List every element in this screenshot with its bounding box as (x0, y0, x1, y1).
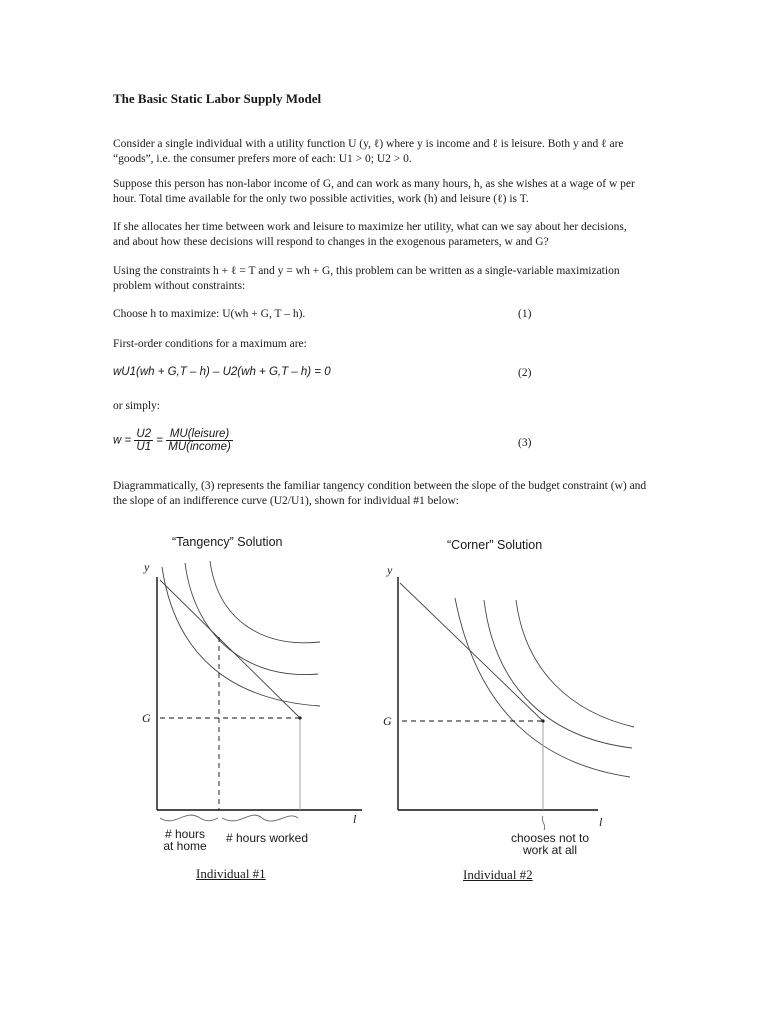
left-brace-worked (222, 815, 298, 821)
left-brace-home (160, 815, 218, 821)
right-y-label: y (387, 563, 393, 577)
right-indifference-curve-1 (455, 598, 630, 777)
corner-note: chooses not to work at all (510, 831, 590, 857)
right-budget-line (400, 583, 543, 721)
left-heading: “Tangency” Solution (172, 535, 283, 549)
paragraph-diagram: Diagrammatically, (3) represents the familiar tangency condition between the slope of the budget constraint (w) and the slope of an indifference curve (U2/U1), shown for individual #1 below: (113, 480, 647, 507)
equation-1: Choose h to maximize: U(wh + G, T – h). (113, 308, 306, 320)
hours-at-home-label: # hours at home (163, 827, 207, 853)
left-indifference-curve-1 (162, 567, 320, 706)
paragraph-constraints: Using the constraints h + ℓ = T and y = wh + G, this problem can be written as a single-variable maximization problem without constraints: (113, 265, 620, 292)
corner-diagram (398, 577, 634, 830)
fraction-mu-income: MU(income) (168, 441, 231, 453)
right-indifference-curve-2 (484, 600, 632, 748)
fraction-mu-leisure: MU(leisure) (166, 428, 233, 441)
document-title: The Basic Static Labor Supply Model (113, 91, 322, 106)
paragraph-simply: or simply: (113, 400, 160, 412)
left-x-label: l (353, 812, 357, 826)
paragraph-foc: First-order conditions for a maximum are: (113, 338, 307, 350)
paragraph-income: Suppose this person has non-labor income of G, and can work as many hours, h, as she wishes at a wage of w per hour. Total time available for the only two possible activities, work (h) and leisure (ℓ) is T. (113, 178, 635, 205)
equation-2: wU1(wh + G,T – h) – U2(wh + G,T – h) = 0 (113, 366, 331, 378)
left-endowment-point (298, 716, 301, 719)
equation-3-equals: = (156, 434, 164, 447)
fraction-u2: U2 (136, 428, 152, 440)
paragraph-allocation: If she allocates her time between work and leisure to maximize her utility, what can we say about her decisions, and about how these decisions will respond to changes in the exogenous parameters, w and G? (113, 221, 627, 248)
equation-2-number: (2) (518, 367, 532, 379)
left-g-label: G (142, 711, 151, 725)
equation-3-w: w = (113, 434, 132, 447)
fraction-u1: U1 (136, 441, 152, 453)
left-caption: Individual #1 (196, 866, 266, 881)
right-arrow (542, 816, 545, 830)
right-caption: Individual #2 (463, 867, 533, 882)
left-indifference-curve-2 (185, 563, 318, 675)
equation-3-number: (3) (518, 437, 532, 449)
left-budget-line (160, 580, 300, 718)
right-x-label: l (599, 815, 603, 829)
equation-1-number: (1) (518, 308, 532, 320)
right-heading: “Corner” Solution (447, 538, 543, 552)
tangency-diagram (157, 561, 362, 821)
left-y-label: y (144, 560, 150, 574)
right-g-label: G (383, 714, 392, 728)
right-endowment-point (541, 719, 544, 722)
hours-worked-label: # hours worked (225, 831, 309, 845)
right-indifference-curve-3 (516, 600, 634, 727)
paragraph-utility: Consider a single individual with a utility function U (y, ℓ) where y is income and ℓ is leisure. Both y and ℓ are “goods”, i.e. the consumer prefers more of each: U1 > 0; U2 > 0. (113, 138, 624, 165)
left-indifference-curve-3 (210, 561, 320, 643)
